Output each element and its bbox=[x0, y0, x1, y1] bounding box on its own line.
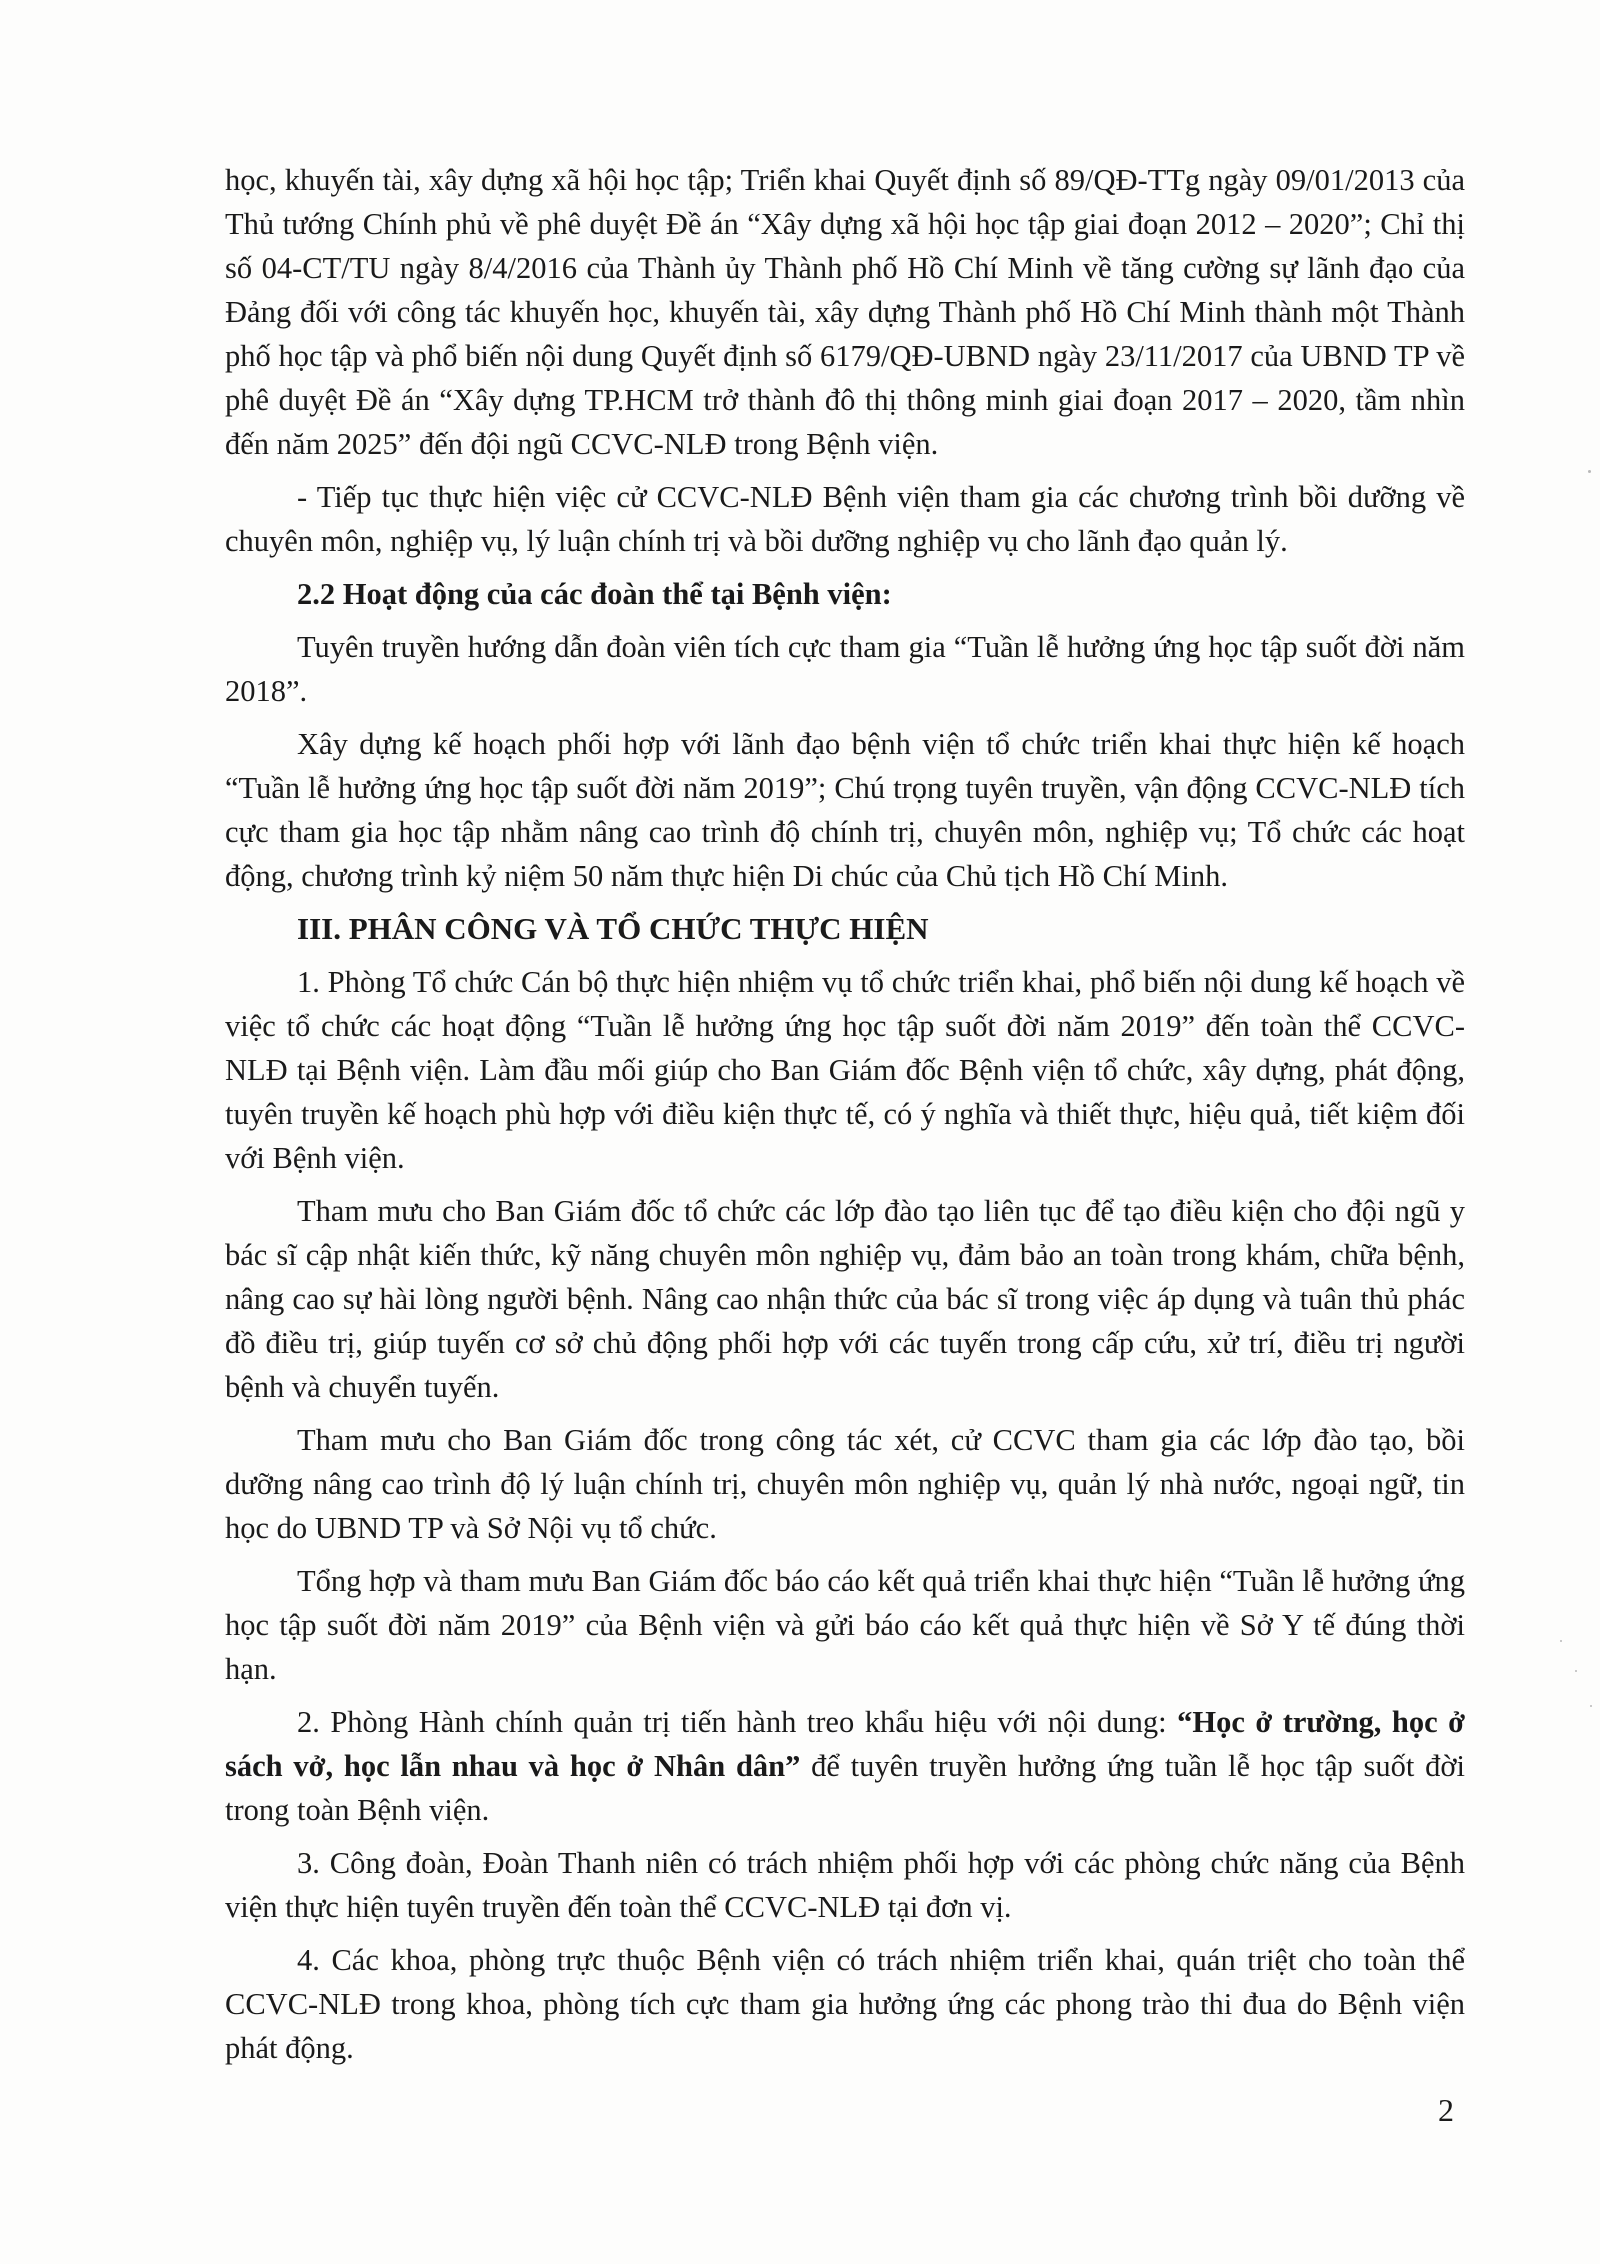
item-2 bbox=[225, 1700, 1465, 1832]
document-body bbox=[225, 158, 1465, 2079]
item-1-report: Tổng hợp và tham mưu Ban Giám đốc báo cáo kết quả triển khai thực hiện “Tuần lễ hưởng ứng học tập suốt đời năm 2019” của Bệnh viện và gửi báo cáo kết quả thực hiện về Sở Y tế đúng thời hạn. bbox=[225, 1564, 1465, 1686]
page-number: 2 bbox=[1438, 2092, 1454, 2128]
item-2-intro: 2. Phòng Hành chính quản trị tiến hành treo khẩu hiệu với nội dung: bbox=[297, 1705, 1178, 1739]
item-1-advise-training: Tham mưu cho Ban Giám đốc tổ chức các lớp đào tạo liên tục để tạo điều kiện cho đội ngũ y bác sĩ cập nhật kiến thức, kỹ năng chuyên môn nghiệp vụ, đảm bảo an toàn trong khám, chữa bệnh, nâng cao sự hài lòng người bệnh. Nâng cao nhận thức của bác sĩ trong việc áp dụng và tuân thủ phác đồ điều trị, giúp tuyến cơ sở chủ động phối hợp với các tuyến trong cấp cứu, xử trí, điều trị người bệnh và chuyển tuyến. bbox=[225, 1194, 1465, 1404]
item-1-advise-selection: Tham mưu cho Ban Giám đốc trong công tác xét, cử CCVC tham gia các lớp đào tạo, bồi dưỡng nâng cao trình độ lý luận chính trị, chuyên môn nghiệp vụ, quản lý nhà nước, ngoại ngữ, tin học do UBND TP và Sở Nội vụ tổ chức. bbox=[225, 1423, 1465, 1545]
item-1: 1. Phòng Tổ chức Cán bộ thực hiện nhiệm vụ tổ chức triển khai, phổ biến nội dung kế hoạch về việc tổ chức các hoạt động “Tuần lễ hưởng ứng học tập suốt đời năm 2019” đến toàn thể CCVC-NLĐ tại Bệnh viện. Làm đầu mối giúp cho Ban Giám đốc Bệnh viện tổ chức, xây dựng, phát động, tuyên truyền kế hoạch phù hợp với điều kiện thực tế, có ý nghĩa và thiết thực, hiệu quả, tiết kiệm đối với Bệnh viện. bbox=[225, 965, 1465, 1175]
item-3: 3. Công đoàn, Đoàn Thanh niên có trách nhiệm phối hợp với các phòng chức năng của Bệnh viện thực hiện tuyên truyền đến toàn thể CCVC-NLĐ tại đơn vị. bbox=[225, 1846, 1465, 1924]
item-2-slogan: “Học ở trường, học ở sách vở, học lẫn nhau và học ở Nhân dân” bbox=[225, 1705, 1466, 1783]
scan-speck bbox=[1588, 470, 1591, 473]
scan-speck bbox=[1575, 1670, 1577, 1672]
paragraph-training: - Tiếp tục thực hiện việc cử CCVC-NLĐ Bệnh viện tham gia các chương trình bồi dưỡng về chuyên môn, nghiệp vụ, lý luận chính trị và bồi dưỡng nghiệp vụ cho lãnh đạo quản lý. bbox=[225, 480, 1465, 558]
section-heading-iii: III. PHÂN CÔNG VÀ TỔ CHỨC THỰC HIỆN bbox=[297, 911, 929, 946]
paragraph-plan: Xây dựng kế hoạch phối hợp với lãnh đạo bệnh viện tổ chức triển khai thực hiện kế hoạch “Tuần lễ hưởng ứng học tập suốt đời năm 2019”; Chú trọng tuyên truyền, vận động CCVC-NLĐ tích cực tham gia học tập nhằm nâng cao trình độ chính trị, chuyên môn, nghiệp vụ; Tổ chức các hoạt động, chương trình kỷ niệm 50 năm thực hiện Di chúc của Chủ tịch Hồ Chí Minh. bbox=[225, 727, 1465, 893]
item-4: 4. Các khoa, phòng trực thuộc Bệnh viện có trách nhiệm triển khai, quán triệt cho toàn thể CCVC-NLĐ trong khoa, phòng tích cực tham gia hưởng ứng các phong trào thi đua do Bệnh viện phát động. bbox=[225, 1943, 1465, 2065]
scan-speck bbox=[1590, 1705, 1592, 1707]
item-2-outro: để tuyên truyền hưởng ứng tuần lễ học tập suốt đời trong toàn Bệnh viện. bbox=[225, 1749, 1465, 1827]
scan-speck bbox=[1560, 1640, 1562, 1642]
heading-2-2: 2.2 Hoạt động của các đoàn thể tại Bệnh viện: bbox=[297, 577, 892, 611]
paragraph-continuation: học, khuyến tài, xây dựng xã hội học tập; Triển khai Quyết định số 89/QĐ-TTg ngày 09/01/2013 của Thủ tướng Chính phủ về phê duyệt Đề án “Xây dựng xã hội học tập giai đoạn 2012 – 2020”; Chỉ thị số 04-CT/TU ngày 8/4/2016 của Thành ủy Thành phố Hồ Chí Minh về tăng cường sự lãnh đạo của Đảng đối với công tác khuyến học, khuyến tài, xây dựng Thành phố Hồ Chí Minh thành một Thành phố học tập và phổ biến nội dung Quyết định số 6179/QĐ-UBND ngày 23/11/2017 của UBND TP về phê duyệt Đề án “Xây dựng TP.HCM trở thành đô thị thông minh giai đoạn 2017 – 2020, tầm nhìn đến năm 2025” đến đội ngũ CCVC-NLĐ trong Bệnh viện. bbox=[225, 163, 1465, 461]
paragraph-propaganda: Tuyên truyền hướng dẫn đoàn viên tích cực tham gia “Tuần lễ hưởng ứng học tập suốt đời năm 2018”. bbox=[225, 630, 1465, 708]
